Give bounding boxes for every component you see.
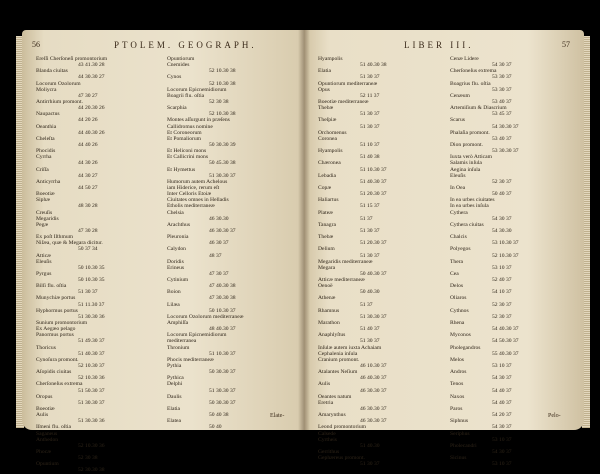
entry-line: Blanda ciuitas: [36, 68, 68, 75]
entry-line: 47 30 28: [78, 227, 98, 234]
entry-line: Creuſis: [36, 209, 53, 216]
entry-line: 53 10.30 37: [492, 240, 519, 247]
entry-line: 54 30 37: [492, 449, 512, 455]
entry-line: 51 49.30 37: [78, 338, 105, 345]
entry-line: 51 30.30 37: [209, 387, 236, 394]
entry-line: Haliartus: [318, 197, 339, 204]
entry-line: 51 15 37: [360, 203, 380, 210]
entry-line: Phocæ: [36, 449, 51, 455]
entry-line: Thronium: [167, 344, 190, 351]
entry-line: Cherſoneſus extrema: [36, 381, 83, 388]
entry-line: Antirrhium promont.: [36, 98, 83, 105]
entry-line: 53 10 37: [492, 264, 512, 271]
entry-line: Siphæ: [36, 197, 50, 204]
entry-line: 51 30 37: [360, 227, 380, 234]
entry-line: Thoricus: [36, 344, 56, 351]
entry-line: Delium: [318, 246, 335, 253]
entry-line: 51 40 37: [360, 326, 380, 333]
entry-line: Hyampolis: [318, 56, 343, 62]
entry-line: Lebadia: [318, 172, 337, 179]
entry-line: Eleuſis: [36, 258, 52, 265]
entry-line: 46 40.30 37: [360, 375, 387, 382]
entry-line: 51 30.30 36: [78, 418, 105, 425]
entry-line: Etholis mediterraneæ: [167, 203, 215, 210]
right-column-2: [450, 56, 574, 467]
entry-line: Anaphlyſtus: [318, 332, 346, 339]
entry-line: Humorum autem Achelous: [167, 178, 228, 185]
entry-line: 52 30 37: [492, 313, 512, 320]
entry-line: iam Hiderice, rerum eſt: [167, 184, 220, 191]
entry-line: Orchomenus: [318, 129, 347, 136]
right-running-head: LIBER III.: [404, 40, 474, 50]
entry-line: Eleuſis: [450, 172, 466, 179]
entry-line: 50 40 37: [492, 191, 512, 198]
entry-line: Calsede: [318, 430, 336, 437]
entry-line: Pholecandri: [450, 442, 477, 449]
entry-line: 54 40 37: [492, 399, 512, 406]
entry-line: Ereſſi Cherſoneſi promontorium: [36, 56, 108, 62]
entry-line: 51 50.30 37: [78, 387, 105, 394]
entry-line: 52 11 37: [360, 92, 380, 99]
left-column-2: [167, 56, 292, 431]
entry-line: Boagrius flu. oſtia: [450, 80, 491, 87]
entry-line: Rhena: [450, 320, 465, 327]
entry-line: Gephæreus promont.: [318, 455, 365, 462]
entry-line: 50 45.30 38: [209, 160, 236, 167]
entry-line: Iſmeni flu. oſtia: [36, 424, 71, 431]
entry-line: 51 40.30 37: [360, 178, 387, 185]
entry-line: Pleuronia: [167, 234, 189, 241]
entry-line: 44 40 26: [78, 141, 98, 148]
entry-line: 52 10.30 36: [78, 442, 105, 449]
entry-line: 51 30 37: [360, 74, 380, 81]
left-catchword: Elate-: [270, 413, 285, 419]
entry-line: 52 10.30 36: [78, 375, 105, 382]
entry-line: 54 20 37: [492, 412, 512, 419]
entry-line: Ex poſt Iſthmum: [36, 234, 73, 241]
entry-line: 51 37: [360, 301, 373, 308]
entry-line: 53 40 37: [492, 98, 512, 105]
entry-line: Polyegos: [450, 246, 471, 253]
entry-line: 50 40: [209, 424, 222, 431]
right-column-1: [318, 56, 442, 467]
entry-line: Myconos: [450, 332, 471, 339]
entry-line: Scarphia: [167, 105, 187, 112]
entry-line: 47 30 27: [78, 92, 98, 99]
entry-line: Elatea: [167, 418, 181, 425]
entry-line: 53 10 37: [492, 461, 512, 468]
entry-line: Seriphus: [450, 430, 470, 437]
entry-line: 53 10 37: [492, 436, 512, 443]
entry-line: Chalcis: [450, 234, 467, 241]
entry-line: 52 10.30 38: [209, 80, 236, 87]
entry-line: 51 40.30 38: [360, 62, 387, 69]
entry-line: Daulis: [167, 393, 182, 400]
entry-line: 52 10.30 37: [492, 252, 519, 259]
entry-line: 53 10 37: [492, 363, 512, 370]
entry-line: 53 30.30 37: [492, 148, 519, 155]
entry-line: Naupactus: [36, 111, 60, 118]
entry-line: Cythera: [450, 209, 468, 216]
entry-line: Niſæa, quæ & Megara dicitur.: [36, 240, 103, 247]
entry-line: 46 30 37: [209, 240, 229, 247]
entry-line: 54 30 37: [492, 62, 512, 69]
entry-line: 54 40.30 37: [492, 326, 519, 333]
entry-line: Boeotiæ: [36, 191, 55, 198]
entry-line: 44 20.30 26: [78, 105, 105, 112]
entry-line: Cheleſta: [36, 135, 55, 142]
entry-line: Megara: [318, 264, 336, 271]
entry-line: Tenos: [450, 381, 464, 388]
entry-line: Scarus: [450, 117, 465, 124]
entry-line: Cenæum: [450, 92, 470, 99]
entry-line: In Oea: [450, 184, 466, 191]
entry-line: 52 30.30 38: [78, 467, 105, 474]
entry-line: 54 30.30: [492, 227, 512, 234]
entry-line: 54 30 37: [492, 424, 512, 431]
entry-line: 50 30.30 37: [209, 399, 236, 406]
entry-line: Chæronea: [318, 160, 341, 167]
entry-line: 53 45 37: [492, 111, 512, 118]
entry-line: 47 30.30 38: [209, 295, 236, 302]
entry-line: 51 40.30: [360, 442, 380, 449]
right-catchword: Pelo-: [548, 413, 561, 419]
entry-line: Chelsia: [167, 209, 184, 216]
entry-line: Aſopidis ciuitas: [36, 369, 72, 376]
entry-line: Dion promont.: [450, 141, 483, 148]
entry-line: 54 30.30 37: [492, 123, 519, 130]
entry-line: 51 30 37: [360, 338, 380, 345]
entry-line: Aulis: [36, 412, 49, 419]
entry-line: 52 10.30 37: [78, 363, 105, 370]
entry-line: 50 10.30 35: [78, 264, 105, 271]
entry-line: 51 30.30 37: [360, 313, 387, 320]
left-page-number: 56: [32, 40, 40, 49]
entry-line: Siphnus: [450, 418, 469, 425]
entry-line: Boeotiæ mediterraneæ: [318, 98, 369, 105]
entry-line: 46 30.30: [209, 215, 229, 222]
entry-line: Delphi: [167, 381, 183, 388]
entry-line: Eretria: [318, 399, 334, 406]
entry-line: Inſulæ autem iuxta Achaiam: [318, 344, 382, 351]
left-page: [22, 30, 304, 474]
entry-line: Amphiſſa: [167, 320, 189, 327]
entry-line: Cythera ciuitas: [450, 221, 484, 228]
entry-line: Elatia: [167, 406, 181, 413]
entry-line: Rhamnus: [318, 307, 340, 314]
entry-line: 50 10.30 35: [78, 277, 105, 284]
entry-line: 52 30 38: [78, 455, 98, 462]
right-page: [304, 30, 584, 468]
entry-line: Locorum Ozolorum: [36, 80, 81, 87]
entry-line: Cnemides: [167, 62, 190, 69]
entry-line: Aegina inſula: [450, 166, 481, 173]
entry-line: Coronea: [318, 135, 337, 142]
entry-line: 52 10.30 38: [209, 68, 236, 75]
entry-line: 44 30 26: [78, 160, 98, 167]
entry-line: Cherſoneſus extrema: [450, 68, 497, 75]
entry-line: 53 40 37: [492, 135, 512, 142]
entry-line: mediterranea: [167, 338, 197, 345]
entry-line: Calydon: [167, 246, 186, 253]
entry-line: 47 30 37: [209, 270, 229, 277]
entry-line: 51 40.30 37: [78, 350, 105, 357]
gutter-shadow: [298, 30, 310, 430]
entry-line: Oenoë: [318, 283, 333, 290]
entry-line: Cythnos: [450, 307, 469, 314]
entry-line: Moliycra: [36, 86, 57, 93]
entry-line: Montes aſſurgunt in præſens: [167, 117, 230, 124]
entry-line: Saganeus: [36, 430, 58, 437]
entry-line: 46 30.30 37: [360, 387, 387, 394]
entry-line: 54 10 37: [492, 289, 512, 296]
entry-line: Phocis mediterraneæ: [167, 356, 214, 363]
entry-line: Boeotiæ: [36, 406, 55, 413]
entry-line: 46 30.30 37: [360, 406, 387, 413]
entry-line: Et Coroneorum: [167, 129, 202, 136]
entry-line: 50 40.30 37: [360, 270, 387, 277]
entry-line: Erineus: [167, 264, 185, 271]
entry-line: 51 20.30 37: [360, 240, 387, 247]
left-column-1: [36, 56, 158, 474]
entry-line: 52 40 37: [492, 277, 512, 284]
entry-line: 55 40.30 37: [492, 350, 519, 357]
entry-line: Atalantes Neſium: [318, 369, 358, 376]
entry-line: Ciuitates omnes in Helladis: [167, 197, 229, 204]
entry-line: Opus: [318, 86, 330, 93]
entry-line: Thera: [450, 258, 464, 265]
entry-line: In ea urbes inſula: [450, 203, 489, 210]
left-running-head: PTOLEM. GEOGRAPH.: [114, 40, 257, 50]
entry-line: Aulis: [318, 381, 331, 388]
entry-line: Opuntiorum: [167, 56, 195, 62]
entry-line: 43 41.30 28: [78, 62, 105, 69]
entry-line: Thebæ: [318, 234, 334, 241]
entry-line: 54 30 37: [492, 375, 512, 382]
entry-line: 48 40.30 37: [209, 326, 236, 333]
entry-line: 50 10.30 37: [209, 307, 236, 314]
entry-line: Pholegandros: [450, 344, 481, 351]
entry-line: Cytinium: [167, 277, 189, 284]
entry-line: 46 30.30 37: [360, 418, 387, 425]
entry-line: Cea: [450, 270, 459, 277]
entry-line: Leond promontorium: [318, 424, 367, 431]
entry-line: 44 40.30 26: [78, 129, 105, 136]
entry-line: Lilæa: [167, 301, 180, 308]
entry-line: Hyphormus portus: [36, 307, 78, 314]
entry-line: Locorum Ozolorum mediterraneæ: [167, 313, 244, 320]
entry-line: Doridis: [167, 258, 184, 265]
entry-line: Andros: [450, 369, 467, 376]
entry-line: Naxos: [450, 393, 465, 400]
entry-line: Paros: [450, 406, 463, 413]
entry-line: 51 10.30 37: [360, 166, 387, 173]
entry-line: Oliaros: [450, 295, 467, 302]
entry-line: 51 37: [360, 215, 373, 222]
entry-line: 44 50 27: [78, 184, 98, 191]
entry-line: Atticæ mediterraneæ: [318, 277, 365, 284]
entry-line: Et Hymettus: [167, 166, 196, 173]
entry-line: 52 30 38: [209, 98, 229, 105]
entry-line: Sunium promontorium: [36, 320, 88, 327]
entry-line: 44 30 27: [78, 172, 98, 179]
entry-line: Inter Celloris Etoiæ: [167, 191, 212, 198]
entry-line: 50 40 38: [209, 412, 229, 419]
entry-line: 53 30 37: [492, 74, 512, 81]
entry-line: Iuxta verò Atticam: [450, 154, 492, 161]
entry-line: Copæ: [318, 184, 332, 191]
entry-line: Anticyrrha: [36, 178, 61, 185]
entry-line: Et Callicrini mons: [167, 154, 209, 161]
entry-line: Oropus: [36, 393, 53, 400]
entry-line: Oeantes natum: [318, 393, 352, 400]
entry-line: Munychiæ portus: [36, 295, 76, 302]
entry-line: Elatia: [318, 68, 332, 75]
entry-line: 51 10 37: [360, 141, 380, 148]
entry-line: Locorum Epicnemidiorum: [167, 332, 227, 339]
entry-line: In ea urbes ciuitates: [450, 197, 495, 204]
entry-line: Locorum Epicnemidiorum: [167, 86, 227, 93]
entry-line: Cenæ Lidere: [450, 56, 479, 62]
entry-line: 51 30.30 37: [209, 172, 236, 179]
entry-line: Et Heliconi mons: [167, 148, 207, 155]
entry-line: 44 20 26: [78, 117, 98, 124]
entry-line: 52 30 37: [492, 301, 512, 308]
entry-line: Cranium promont.: [318, 356, 360, 363]
entry-line: 54 40 37: [492, 387, 512, 394]
entry-line: 50 37 34: [78, 246, 98, 253]
entry-line: Delos: [450, 283, 464, 290]
entry-line: Et Pomaliorum: [167, 135, 202, 142]
entry-line: Bilſi flu. oſtia: [36, 283, 67, 290]
entry-line: Cyrrha: [36, 154, 52, 161]
entry-line: Callidromus nomine: [167, 123, 213, 130]
entry-line: 46 30.30 37: [209, 227, 236, 234]
entry-line: Artemiſium & Diascrium: [450, 105, 507, 112]
entry-line: Pyrgus: [36, 270, 52, 277]
entry-line: Amarynthus: [318, 412, 346, 419]
entry-line: 51 30 37: [360, 123, 380, 130]
entry-line: 44 30.30 27: [78, 74, 105, 81]
entry-line: Boion: [167, 289, 181, 296]
entry-line: Anthedon: [36, 436, 59, 443]
entry-line: Panormus portus: [36, 332, 74, 339]
entry-line: Opuntium: [36, 461, 59, 468]
entry-line: 47 40.30 38: [209, 283, 236, 290]
entry-line: Criſſa: [36, 166, 49, 173]
entry-line: Phalaſia promont.: [450, 129, 490, 136]
entry-line: Hyampolis: [318, 148, 343, 155]
entry-line: Theſpiæ: [318, 117, 337, 124]
entry-line: Cynoſura promont.: [36, 356, 79, 363]
entry-line: Cephalenia inſula: [318, 350, 358, 357]
entry-line: 51 30 37: [360, 252, 380, 259]
entry-line: 50 40.30: [360, 289, 380, 296]
entry-line: 51 30 37: [78, 289, 98, 296]
entry-line: Tanagra: [318, 221, 336, 228]
right-page-number: 57: [562, 40, 570, 49]
entry-line: Atticæ: [36, 252, 51, 259]
entry-line: 50 30.30 37: [209, 369, 236, 376]
entry-line: Thebæ: [318, 105, 334, 112]
entry-line: 48 37: [209, 252, 222, 259]
entry-line: 52 30 37: [492, 178, 512, 185]
entry-line: Megaridis: [36, 215, 59, 222]
entry-line: 48 30 28: [78, 203, 98, 210]
entry-line: Cyrtheis: [318, 436, 337, 443]
entry-line: Sicinus: [450, 455, 467, 462]
entry-line: 54 30 37: [492, 215, 512, 222]
open-book: [22, 30, 584, 474]
entry-line: 54 50.30 37: [492, 338, 519, 345]
entry-line: 51 30.30 37: [78, 399, 105, 406]
entry-line: Opuntiorum mediterraneæ: [318, 80, 378, 87]
entry-line: Marathon: [318, 320, 340, 327]
entry-line: Cynos: [167, 74, 182, 81]
entry-line: 51 10.30 37: [209, 350, 236, 357]
entry-line: Plateæ: [318, 209, 333, 216]
entry-line: 50 30.30 39: [209, 141, 236, 148]
entry-line: Megaridis mediterraneæ: [318, 258, 373, 265]
entry-line: Pythia: [167, 363, 182, 370]
entry-line: Ex Aegæo pelago: [36, 326, 76, 333]
entry-line: Gerrithus: [318, 449, 340, 455]
entry-line: Salamis inſula: [450, 160, 482, 167]
entry-line: 51 40 38: [360, 154, 380, 161]
entry-line: Melos: [450, 356, 464, 363]
entry-line: Boagrii flu. oſtia: [167, 92, 205, 99]
entry-line: Arachthus: [167, 221, 190, 228]
entry-line: 51 11.30 37: [78, 301, 105, 308]
entry-line: 51 30 37: [360, 461, 380, 468]
entry-line: 52 10.30 38: [209, 111, 236, 118]
entry-line: 46 10.30 37: [360, 363, 387, 370]
entry-line: 53 30 37: [492, 86, 512, 93]
entry-line: 51 30.30 36: [78, 313, 105, 320]
entry-line: Oeanthia: [36, 123, 57, 130]
entry-line: 51 20.30 37: [360, 191, 387, 198]
entry-line: Athenæ: [318, 295, 336, 302]
entry-line: 51 30 37: [360, 111, 380, 118]
entry-line: Phocidis: [36, 148, 56, 155]
entry-line: Pythica: [167, 375, 184, 382]
entry-line: Pegæ: [36, 221, 49, 228]
